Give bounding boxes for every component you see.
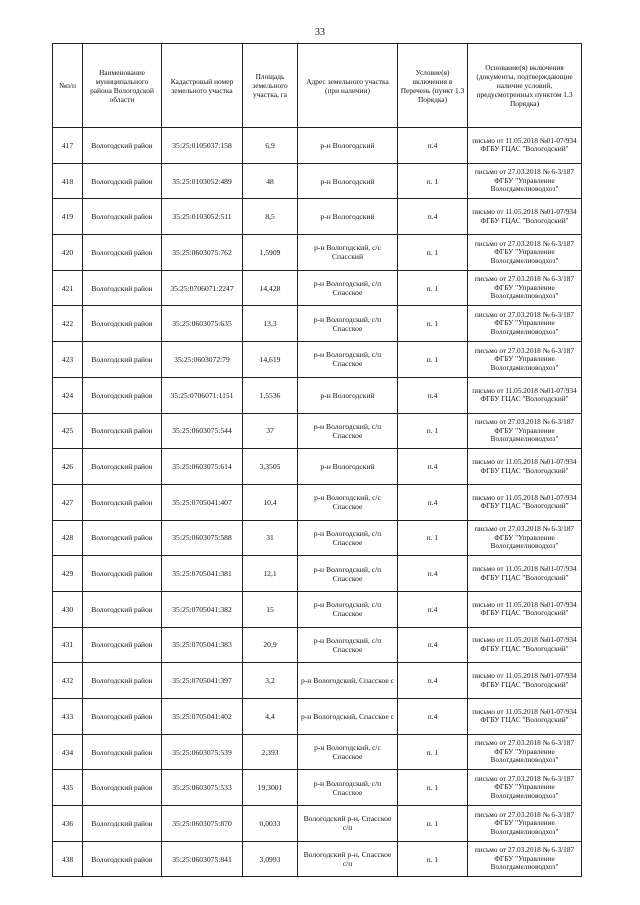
cell-cadastral: 35:25:0603075:841 [162, 841, 243, 877]
cell-address: Вологодский р-н, Спасское с/п [298, 806, 398, 842]
cell-num: 424 [53, 377, 83, 413]
cell-condition: п. 1 [398, 770, 468, 806]
cell-condition: п.4 [398, 128, 468, 164]
table-body [53, 128, 582, 877]
cell-address: р-н Вологодский, с/п Спасское [298, 270, 398, 306]
cell-num: 421 [53, 270, 83, 306]
cell-district: Вологодский район [83, 556, 162, 592]
cell-basis: письмо от 27.03.2018 № 6-3/187 ФГБУ "Управление Вологдамелиоводхоз" [468, 520, 582, 556]
cell-condition: п.4 [398, 449, 468, 485]
cell-cadastral: 35:25:0705041:402 [162, 699, 243, 735]
cell-area: 37 [243, 413, 298, 449]
table-row [53, 235, 582, 271]
cell-num: 436 [53, 806, 83, 842]
cell-cadastral: 35:25:0105037:158 [162, 128, 243, 164]
cell-basis: письмо от 27.03.2018 № 6-3/187 ФГБУ "Управление Вологдамелиоводхоз" [468, 734, 582, 770]
cell-address: р-н Вологодский, с/п Спасское [298, 306, 398, 342]
cell-num: 430 [53, 591, 83, 627]
cell-district: Вологодский район [83, 699, 162, 735]
cell-basis: письмо от 11.05.2018 №01-07/934 ФГБУ ГЦАС "Вологодский" [468, 591, 582, 627]
cell-district: Вологодский район [83, 591, 162, 627]
cell-address: р-н Вологодский, с/п Спасское [298, 627, 398, 663]
cell-area: 8,5 [243, 199, 298, 235]
cell-area: 19,3001 [243, 770, 298, 806]
table-row [53, 484, 582, 520]
cell-num: 431 [53, 627, 83, 663]
cell-cadastral: 35:25:0603075:635 [162, 306, 243, 342]
cell-district: Вологодский район [83, 306, 162, 342]
cell-area: 14,428 [243, 270, 298, 306]
col-header-num: №п/п [53, 44, 83, 128]
cell-area: 12,1 [243, 556, 298, 592]
table-row [53, 556, 582, 592]
cell-basis: письмо от 27.03.2018 № 6-3/187 ФГБУ "Управление Вологдамелиоводхоз" [468, 163, 582, 199]
cell-district: Вологодский район [83, 377, 162, 413]
cell-num: 438 [53, 841, 83, 877]
cell-district: Вологодский район [83, 270, 162, 306]
cell-address: р-н Вологодский, с/п Спасское [298, 342, 398, 378]
cell-area: 31 [243, 520, 298, 556]
cell-num: 417 [53, 128, 83, 164]
cell-num: 428 [53, 520, 83, 556]
cell-cadastral: 35:25:0603072:79 [162, 342, 243, 378]
cell-basis: письмо от 11.05.2018 №01-07/934 ФГБУ ГЦАС "Вологодский" [468, 699, 582, 735]
cell-district: Вологодский район [83, 520, 162, 556]
cell-area: 15 [243, 591, 298, 627]
cell-area: 20,9 [243, 627, 298, 663]
cell-area: 3,0993 [243, 841, 298, 877]
cell-district: Вологодский район [83, 128, 162, 164]
cell-address: р-н Вологодский [298, 377, 398, 413]
cell-district: Вологодский район [83, 663, 162, 699]
cell-district: Вологодский район [83, 342, 162, 378]
cell-address: р-н Вологодский, с/п Спасское [298, 556, 398, 592]
cell-district: Вологодский район [83, 734, 162, 770]
cell-num: 433 [53, 699, 83, 735]
table-row [53, 520, 582, 556]
cell-condition: п. 1 [398, 806, 468, 842]
cell-district: Вологодский район [83, 235, 162, 271]
cell-condition: п. 1 [398, 342, 468, 378]
cell-basis: письмо от 27.03.2018 № 6-3/187 ФГБУ "Управление Вологдамелиоводхоз" [468, 270, 582, 306]
cell-cadastral: 35:25:0705041:383 [162, 627, 243, 663]
cell-cadastral: 35:25:0603075:544 [162, 413, 243, 449]
cell-address: р-н Вологодский [298, 163, 398, 199]
cell-district: Вологодский район [83, 627, 162, 663]
cell-condition: п. 1 [398, 413, 468, 449]
cell-area: 2,393 [243, 734, 298, 770]
cell-address: р-н Вологодский, с/п Спасское [298, 520, 398, 556]
cell-basis: письмо от 27.03.2018 № 6-3/187 ФГБУ "Управление Вологдамелиоводхоз" [468, 235, 582, 271]
cell-basis: письмо от 27.03.2018 № 6-3/187 ФГБУ "Управление Вологдамелиоводхоз" [468, 841, 582, 877]
table-row [53, 449, 582, 485]
cell-address: р-н Вологодский [298, 199, 398, 235]
table-row [53, 663, 582, 699]
col-header-address: Адрес земельного участка (при наличии) [298, 44, 398, 128]
cell-num: 429 [53, 556, 83, 592]
cell-area: 3,2 [243, 663, 298, 699]
cell-cadastral: 35:25:0603075:588 [162, 520, 243, 556]
cell-address: р-н Вологодский, с/п Спасское [298, 413, 398, 449]
cell-area: 6,9 [243, 128, 298, 164]
cell-cadastral: 35:25:0705041:381 [162, 556, 243, 592]
cell-condition: п. 1 [398, 520, 468, 556]
cell-basis: письмо от 11.05.2018 №01-07/934 ФГБУ ГЦАС "Вологодский" [468, 556, 582, 592]
cell-basis: письмо от 11.05.2018 №01-07/934 ФГБУ ГЦАС "Вологодский" [468, 484, 582, 520]
page-number: 33 [315, 27, 325, 38]
cell-cadastral: 35:25:0103052:511 [162, 199, 243, 235]
cell-num: 434 [53, 734, 83, 770]
cell-condition: п. 1 [398, 841, 468, 877]
cell-area: 14,619 [243, 342, 298, 378]
cell-condition: п.4 [398, 591, 468, 627]
cell-address: р-н Вологодский [298, 128, 398, 164]
cell-district: Вологодский район [83, 449, 162, 485]
table-row [53, 306, 582, 342]
cell-basis: письмо от 11.05.2018 №01-07/934 ФГБУ ГЦАС "Вологодский" [468, 128, 582, 164]
cell-district: Вологодский район [83, 413, 162, 449]
cell-address: р-н Вологодский, с/п Спасское [298, 770, 398, 806]
cell-cadastral: 35:25:0603075:533 [162, 770, 243, 806]
cell-basis: письмо от 11.05.2018 №01-07/934 ФГБУ ГЦАС "Вологодский" [468, 199, 582, 235]
cell-cadastral: 35:25:0705041:397 [162, 663, 243, 699]
cell-district: Вологодский район [83, 841, 162, 877]
cell-num: 432 [53, 663, 83, 699]
cell-condition: п.4 [398, 699, 468, 735]
cell-condition: п.4 [398, 556, 468, 592]
cell-basis: письмо от 11.05.2018 №01-07/934 ФГБУ ГЦАС "Вологодский" [468, 627, 582, 663]
table-row [53, 270, 582, 306]
table-row [53, 591, 582, 627]
cell-cadastral: 35:25:0603075:614 [162, 449, 243, 485]
table-row [53, 163, 582, 199]
table-row [53, 627, 582, 663]
cell-basis: письмо от 27.03.2018 № 6-3/187 ФГБУ "Управление Вологдамелиоводхоз" [468, 806, 582, 842]
cell-num: 419 [53, 199, 83, 235]
cell-address: р-н Вологодский, с/с Спасское [298, 484, 398, 520]
cell-cadastral: 35:25:0603075:870 [162, 806, 243, 842]
cell-area: 3,3505 [243, 449, 298, 485]
cell-num: 427 [53, 484, 83, 520]
cell-condition: п. 1 [398, 270, 468, 306]
col-header-cadastral: Кадастровый номер земельного участка [162, 44, 243, 128]
cell-area: 1,5536 [243, 377, 298, 413]
cell-address: р-н Вологодский, с/с Спасский [298, 235, 398, 271]
cell-condition: п.4 [398, 199, 468, 235]
table-header [53, 44, 582, 128]
cell-condition: п.4 [398, 484, 468, 520]
cell-area: 13,3 [243, 306, 298, 342]
col-header-district: Наименование муниципального района Вологодской области [83, 44, 162, 128]
cell-basis: письмо от 11.05.2018 №01-07/934 ФГБУ ГЦАС "Вологодский" [468, 449, 582, 485]
table-row [53, 342, 582, 378]
table-row [53, 806, 582, 842]
cell-num: 425 [53, 413, 83, 449]
cell-condition: п.4 [398, 627, 468, 663]
cell-num: 422 [53, 306, 83, 342]
cell-area: 1,5909 [243, 235, 298, 271]
table-row [53, 128, 582, 164]
cell-address: р-н Вологодский, с/с Спасское [298, 734, 398, 770]
col-header-basis: Основание(я) включения (документы, подтверждающие наличие условий, предусмотренных пунктом 1.3 Порядка) [468, 44, 582, 128]
cell-num: 420 [53, 235, 83, 271]
cell-address: р-н Вологодский, Спасское с [298, 663, 398, 699]
table-row [53, 841, 582, 877]
cell-condition: п. 1 [398, 235, 468, 271]
cell-basis: письмо от 11.05.2018 №01-07/934 ФГБУ ГЦАС "Вологодский" [468, 663, 582, 699]
cell-basis: письмо от 27.03.2018 № 6-3/187 ФГБУ "Управление Вологдамелиоводхоз" [468, 342, 582, 378]
cell-condition: п. 1 [398, 734, 468, 770]
table-row [53, 770, 582, 806]
cell-cadastral: 35:25:0706071:1151 [162, 377, 243, 413]
cell-district: Вологодский район [83, 770, 162, 806]
cell-cadastral: 35:25:0603075:762 [162, 235, 243, 271]
cell-cadastral: 35:25:0705041:407 [162, 484, 243, 520]
cell-address: р-н Вологодский, Спасское с [298, 699, 398, 735]
cell-cadastral: 35:25:0103052:489 [162, 163, 243, 199]
cell-address: р-н Вологодский [298, 449, 398, 485]
cell-basis: письмо от 11.05.2018 №01-07/934 ФГБУ ГЦАС "Вологодский" [468, 377, 582, 413]
cell-district: Вологодский район [83, 806, 162, 842]
cell-basis: письмо от 27.03.2018 № 6-3/187 ФГБУ "Управление Вологдамелиоводхоз" [468, 306, 582, 342]
table-row [53, 699, 582, 735]
col-header-area: Площадь земельного участка, га [243, 44, 298, 128]
table-row [53, 377, 582, 413]
cell-area: 4,4 [243, 699, 298, 735]
cell-num: 418 [53, 163, 83, 199]
cell-num: 426 [53, 449, 83, 485]
cell-cadastral: 35:25:0603075:539 [162, 734, 243, 770]
cell-cadastral: 35:25:0706071:2247 [162, 270, 243, 306]
col-header-condition: Условие(я) включения в Перечень (пункт 1.3 Порядка) [398, 44, 468, 128]
cell-district: Вологодский район [83, 199, 162, 235]
cell-basis: письмо от 27.03.2018 № 6-3/187 ФГБУ "Управление Вологдамелиоводхоз" [468, 413, 582, 449]
cell-area: 0,0033 [243, 806, 298, 842]
cell-address: р-н Вологодский, с/п Спасское [298, 591, 398, 627]
cell-cadastral: 35:25:0705041:382 [162, 591, 243, 627]
cell-num: 423 [53, 342, 83, 378]
cell-district: Вологодский район [83, 484, 162, 520]
cell-area: 10,4 [243, 484, 298, 520]
cell-basis: письмо от 27.03.2018 № 6-3/187 ФГБУ "Управление Вологдамелиоводхоз" [468, 770, 582, 806]
table-row [53, 413, 582, 449]
cell-area: 48 [243, 163, 298, 199]
cell-condition: п. 1 [398, 163, 468, 199]
cell-condition: п.4 [398, 663, 468, 699]
table-row [53, 734, 582, 770]
cell-condition: п. 1 [398, 306, 468, 342]
cell-district: Вологодский район [83, 163, 162, 199]
land-plots-table [52, 43, 582, 877]
table-row [53, 199, 582, 235]
cell-condition: п.4 [398, 377, 468, 413]
cell-num: 435 [53, 770, 83, 806]
cell-address: Вологодский р-н, Спасское с/п [298, 841, 398, 877]
